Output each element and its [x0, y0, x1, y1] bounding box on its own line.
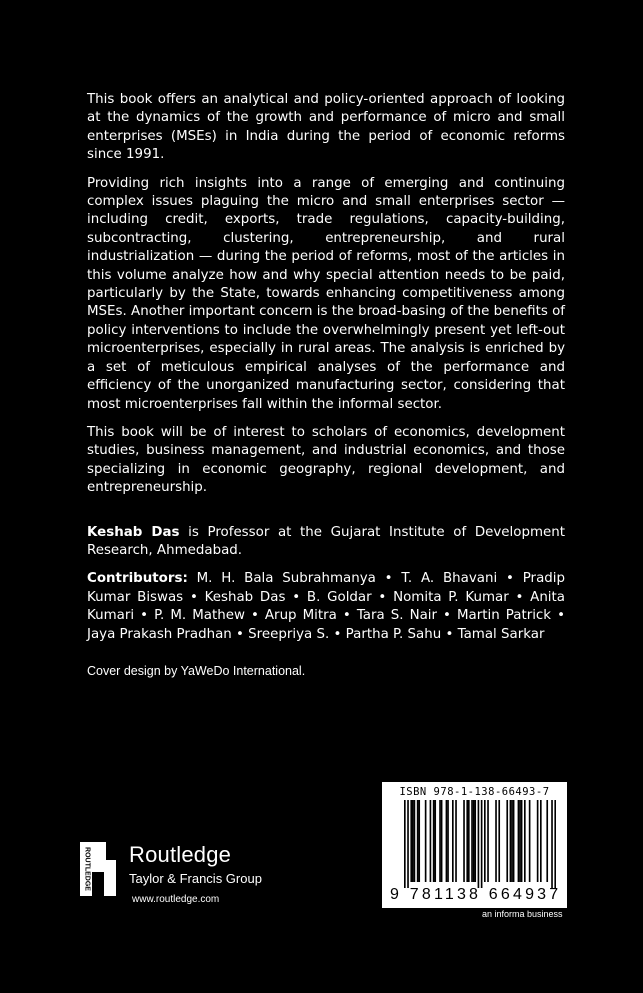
barcode-bar: [441, 800, 443, 882]
publisher-group: Taylor & Francis Group: [129, 871, 262, 886]
barcode-bar: [434, 800, 436, 882]
barcode-bar: [410, 800, 412, 882]
author-bio-text: is Professor at the Gujarat Institute of Development Research, Ahmedabad.: [87, 524, 565, 558]
barcode-bar: [446, 800, 448, 882]
barcode-bar: [495, 800, 497, 882]
barcode-bar: [498, 800, 500, 882]
publisher-url: www.routledge.com: [132, 894, 220, 905]
blurb-paragraph-1: This book offers an analytical and policy-oriented approach of looking at the dynamics of the growth and performance of micro and small enterprises (MSEs) in India during the period of economic reforms since 1991.: [87, 92, 565, 163]
barcode-bar: [524, 800, 526, 882]
barcode-bar: [463, 800, 465, 882]
barcode-bar: [452, 800, 454, 882]
barcode-bar: [510, 800, 512, 882]
barcode-bar: [478, 800, 480, 888]
publisher-name: Routledge: [129, 842, 232, 867]
barcode-bar: [414, 800, 416, 882]
contributors-list: M. H. Bala Subrahmanya • T. A. Bhavani • Pradip Kumar Biswas • Keshab Das • B. Goldar • Nomita P. Kumar • Anita Kumari • P. M. Mathew • Arup Mitra • Tara S. Nair • Martin Patrick • Jaya Prakash Pradhan • Sreepriya S. • Partha P. Sahu • Tamal Sarkar: [87, 571, 565, 642]
barcode-bar: [518, 800, 520, 882]
routledge-logo-icon: [80, 842, 116, 896]
barcode-bar: [481, 800, 483, 888]
barcode-bar: [537, 800, 539, 882]
barcode-bar: [404, 800, 406, 888]
barcode-bar: [425, 800, 427, 882]
barcode-bar: [487, 800, 489, 882]
publisher-block: [80, 842, 310, 910]
barcode-bar: [529, 800, 531, 882]
barcode-bar: [447, 800, 449, 882]
routledge-logo-text: ROUTLEDGE: [83, 847, 91, 891]
barcode-bar: [521, 800, 523, 882]
cover-design-credit: Cover design by YaWeDo International.: [87, 664, 306, 678]
barcode-bar: [519, 800, 521, 882]
barcode-bars: [404, 800, 556, 888]
barcode-bar: [418, 800, 420, 882]
barcode-bar: [513, 800, 515, 882]
barcode-bar: [417, 800, 419, 882]
barcode-bar: [468, 800, 470, 882]
informa-tagline: an informa business: [482, 909, 563, 919]
barcode-bar: [484, 800, 486, 882]
barcode-bar: [506, 800, 508, 882]
author-bio: [87, 524, 565, 561]
barcode-bar: [466, 800, 468, 882]
barcode-bar: [439, 800, 441, 882]
barcode-bar: [473, 800, 475, 882]
barcode-bar: [511, 800, 513, 882]
blurb-paragraph-3: This book will be of interest to scholars of economics, development studies, business management, and industrial economics, and those specializing in economic geography, regional development, and entrepreneurship.: [87, 424, 565, 496]
contributors: [87, 570, 565, 644]
barcode-bar: [455, 800, 457, 882]
blurb-paragraph-2: Providing rich insights into a range of emerging and continuing complex issues plaguing the micro and small enterprises sector — including credit, exports, trade regulations, capacity-building, subcontracting, clustering, entrepreneurship, and rural industrialization — during the period of reforms, most of the articles in this volume analyze how and why special attention needs to be paid, particularly by the State, towards enhancing competitiveness among MSEs. Another important concern is the broad-basing of the benefits of policy interventions to include the overwhelmingly present yet left-out microenterprises, especially in rural areas. The analysis is enriched by a set of meticulous empirical analyses of the performance and efficiency of the unorganized manufacturing sector, considering that most microenterprises fall within the informal sector.: [87, 175, 565, 412]
barcode-bar: [554, 800, 556, 888]
isbn-digits: 9 781138 664937: [390, 886, 562, 903]
isbn-barcode: [382, 782, 567, 908]
barcode-bar: [430, 800, 432, 882]
barcode-bar: [433, 800, 435, 882]
barcode-bar: [407, 800, 409, 888]
barcode-bar: [551, 800, 553, 888]
barcode-bar: [471, 800, 473, 882]
isbn-label: ISBN 978-1-138-66493-7: [399, 786, 550, 798]
barcode-bar: [412, 800, 414, 882]
barcode-bar: [474, 800, 476, 882]
author-name: Keshab Das: [87, 524, 180, 540]
back-cover-text: [87, 91, 565, 654]
contributors-label: Contributors:: [87, 571, 188, 587]
barcode-bar: [546, 800, 548, 882]
barcode-bar: [540, 800, 542, 882]
